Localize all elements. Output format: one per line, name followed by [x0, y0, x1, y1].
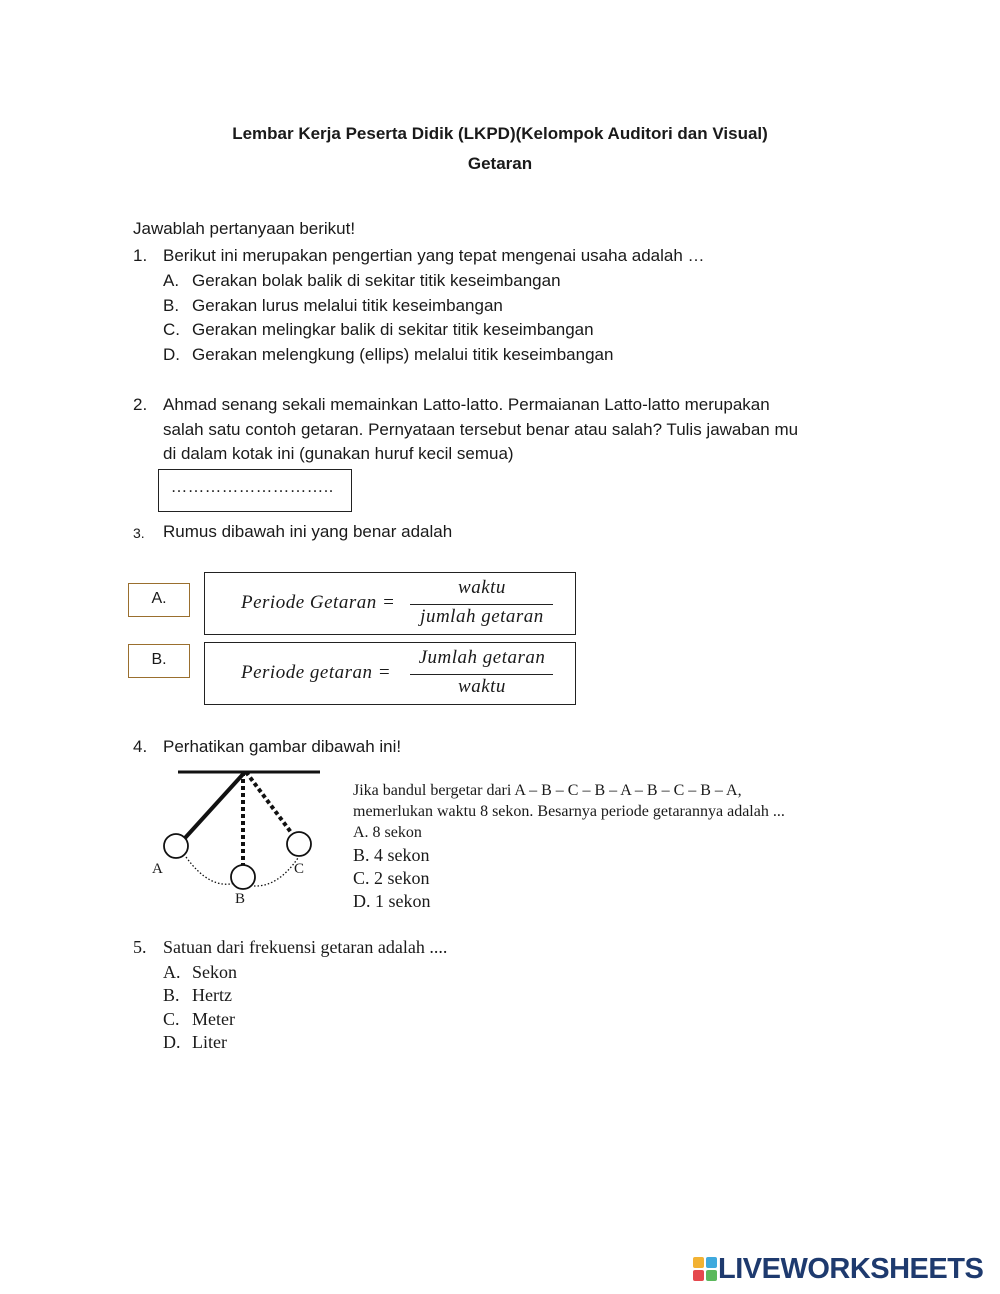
q4-question-line2: memerlukan waktu 8 sekon. Besarnya periode getarannya adalah ...: [353, 803, 785, 820]
q3-number: 3.: [133, 525, 145, 541]
q4-question-line1: Jika bandul bergetar dari A – B – C – B – A – B – C – B – A,: [353, 782, 742, 799]
q3-text: Rumus dibawah ini yang benar adalah: [163, 522, 453, 541]
instruction: Jawablah pertanyaan berikut!: [133, 219, 356, 238]
q1-option-d: Gerakan melengkung (ellips) melalui titik keseimbangan: [192, 345, 614, 364]
q2-answer-input[interactable]: [158, 469, 352, 512]
q1-option-d-letter: D.: [163, 345, 180, 364]
pendulum-bob-a: [164, 834, 188, 858]
swing-path-right: [254, 858, 298, 886]
q3-formula-b: [204, 642, 576, 705]
q3-formula-a-fraction-bar: [410, 604, 553, 605]
q1-option-c-letter: C.: [163, 320, 180, 339]
page-subtitle: Getaran: [467, 154, 533, 173]
q3-formula-b-numerator: Jumlah getaran: [418, 647, 546, 668]
q4-option-d: D. 1 sekon: [353, 891, 431, 911]
q3-formula-b-denominator: waktu: [458, 676, 506, 697]
q5-option-b-letter: B.: [163, 985, 180, 1005]
liveworksheets-logo-icon: [692, 1256, 718, 1282]
q3-formula-a-label: Periode Getaran =: [241, 592, 396, 613]
q5-number: 5.: [133, 937, 147, 957]
q2-text-line2: salah satu contoh getaran. Pernyataan tersebut benar atau salah? Tulis jawaban mu: [163, 420, 799, 439]
pendulum-bob-c: [287, 832, 311, 856]
q5-option-d: Liter: [192, 1032, 227, 1052]
q2-number: 2.: [133, 395, 148, 414]
pendulum-label-b: B: [235, 891, 246, 907]
q1-option-b-letter: B.: [163, 296, 180, 315]
q1-option-a-letter: A.: [163, 271, 180, 290]
q4-text: Perhatikan gambar dibawah ini!: [163, 737, 402, 756]
pendulum-string-c: [246, 772, 293, 835]
q2-answer-placeholder: ………………………..: [171, 479, 334, 496]
q5-option-a: Sekon: [192, 962, 237, 982]
pendulum-label-c: C: [294, 861, 305, 877]
q5-option-a-letter: A.: [163, 962, 181, 982]
q1-option-c: Gerakan melingkar balik di sekitar titik keseimbangan: [192, 320, 594, 339]
q1-option-a: Gerakan bolak balik di sekitar titik keseimbangan: [192, 271, 561, 290]
swing-path-left: [186, 857, 235, 884]
q3-formula-a: [204, 572, 576, 635]
q4-number: 4.: [133, 737, 148, 756]
pendulum-diagram: [140, 762, 340, 912]
q3-option-b-button[interactable]: B.: [128, 644, 190, 678]
q4-option-a: A. 8 sekon: [353, 824, 422, 841]
q5-text: Satuan dari frekuensi getaran adalah ....: [163, 937, 448, 957]
q2-text-line3: di dalam kotak ini (gunakan huruf kecil semua): [163, 444, 514, 463]
q1-text: Berikut ini merupakan pengertian yang tepat mengenai usaha adalah …: [163, 246, 705, 265]
q5-option-c-letter: C.: [163, 1009, 180, 1029]
q5-option-c: Meter: [192, 1009, 235, 1029]
q3-option-a-button[interactable]: A.: [128, 583, 190, 617]
page-title: Lembar Kerja Peserta Didik (LKPD)(Kelompok Auditori dan Visual): [232, 124, 768, 143]
q3-formula-a-numerator: waktu: [458, 577, 506, 598]
q3-formula-b-label: Periode getaran =: [241, 662, 392, 683]
q4-option-b: B. 4 sekon: [353, 845, 430, 865]
q1-number: 1.: [133, 246, 148, 265]
q1-option-b: Gerakan lurus melalui titik keseimbangan: [192, 296, 503, 315]
liveworksheets-brand: LIVEWORKSHEETS: [718, 1252, 984, 1285]
q5-option-d-letter: D.: [163, 1032, 181, 1052]
q4-option-c: C. 2 sekon: [353, 868, 430, 888]
q2-text-line1: Ahmad senang sekali memainkan Latto-latto. Permaianan Latto-latto merupakan: [163, 395, 770, 414]
q5-option-b: Hertz: [192, 985, 232, 1005]
pendulum-label-a: A: [152, 861, 163, 877]
pendulum-string-a: [185, 772, 245, 838]
liveworksheets-logo: [692, 1254, 983, 1284]
q3-formula-b-fraction-bar: [410, 674, 553, 675]
pendulum-bob-b: [231, 865, 255, 889]
q3-formula-a-denominator: jumlah getaran: [420, 606, 544, 627]
